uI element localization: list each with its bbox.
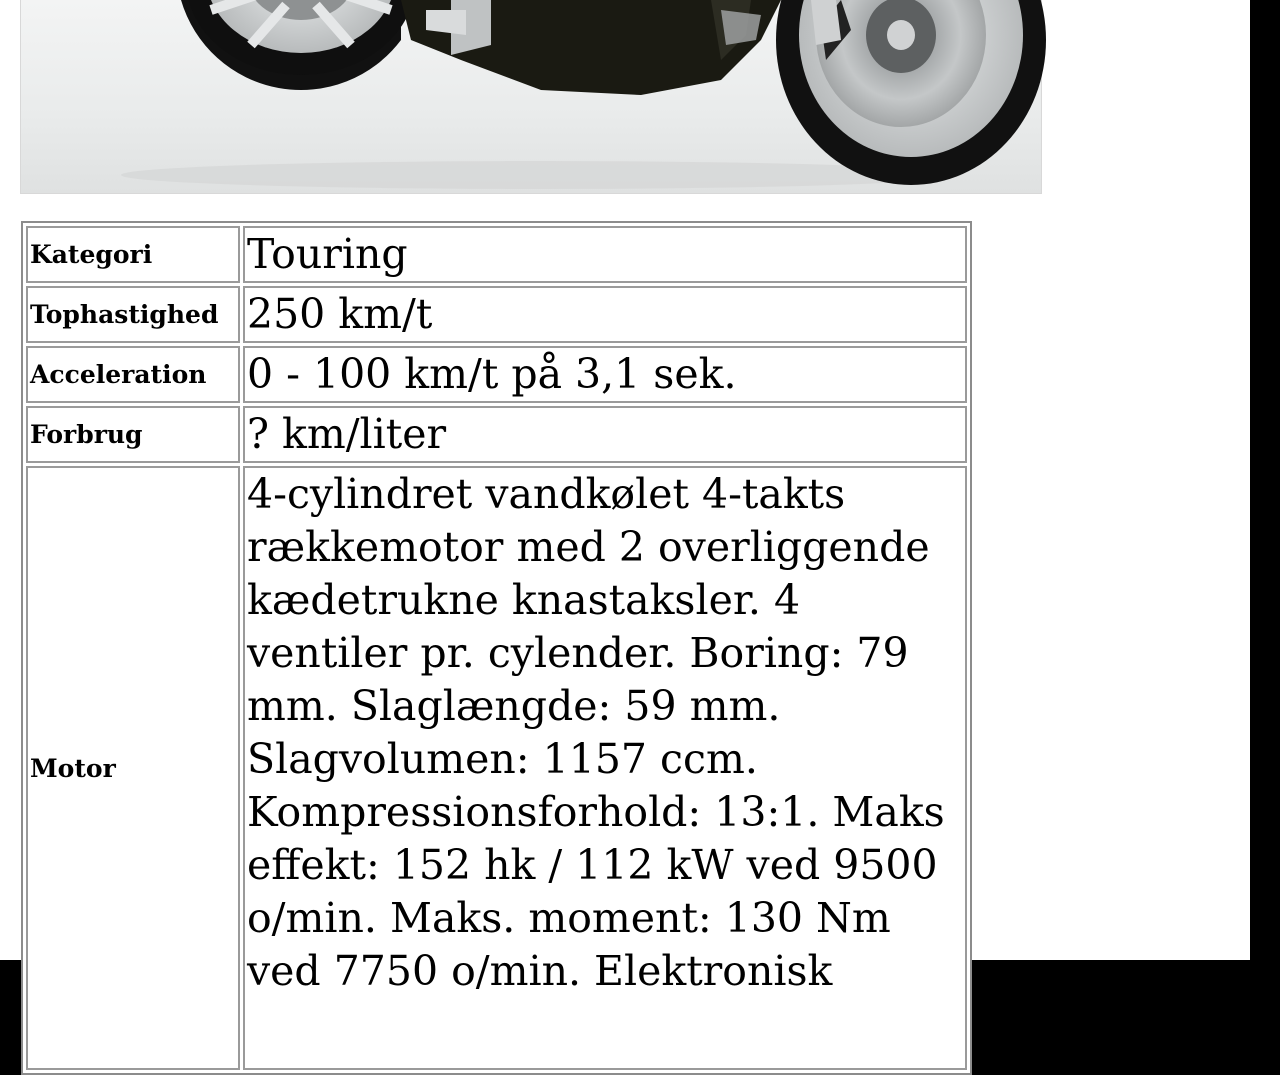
spec-value: 0 - 100 km/t på 3,1 sek. (243, 346, 967, 403)
motorcycle-image (21, 0, 1041, 193)
spec-row-kategori (26, 226, 967, 283)
motorcycle-body (401, 0, 781, 95)
rear-wheel (181, 0, 416, 90)
spec-row-motor (26, 466, 967, 1070)
spec-row-acceleration (26, 346, 967, 403)
spec-value: ? km/liter (243, 406, 967, 463)
spec-label: Acceleration (26, 346, 240, 403)
screen-edge (1250, 0, 1280, 960)
spec-label: Forbrug (26, 406, 240, 463)
front-wheel (776, 0, 1046, 185)
spec-value: 250 km/t (243, 286, 967, 343)
spec-row-forbrug (26, 406, 967, 463)
spec-value: 4-cylindret vandkølet 4-takts rækkemotor med 2 overliggende kædetrukne knastaksler. 4 ventiler pr. cylender. Boring: 79 mm. Slaglængde: 59 mm. Slagvolumen: 1157 ccm. Kompressionsforhold: 13:1. Maks effekt: 152 hk / 112 kW ved 9500 o/min. Maks. moment: 130 Nm ved 7750 o/min. Elektronisk (243, 466, 967, 1070)
spec-table (21, 221, 972, 1075)
spec-row-tophastighed (26, 286, 967, 343)
spec-label: Tophastighed (26, 286, 240, 343)
spec-label: Kategori (26, 226, 240, 283)
motorcycle-photo (20, 0, 1042, 194)
spec-value: Touring (243, 226, 967, 283)
spec-label: Motor (26, 466, 240, 1070)
